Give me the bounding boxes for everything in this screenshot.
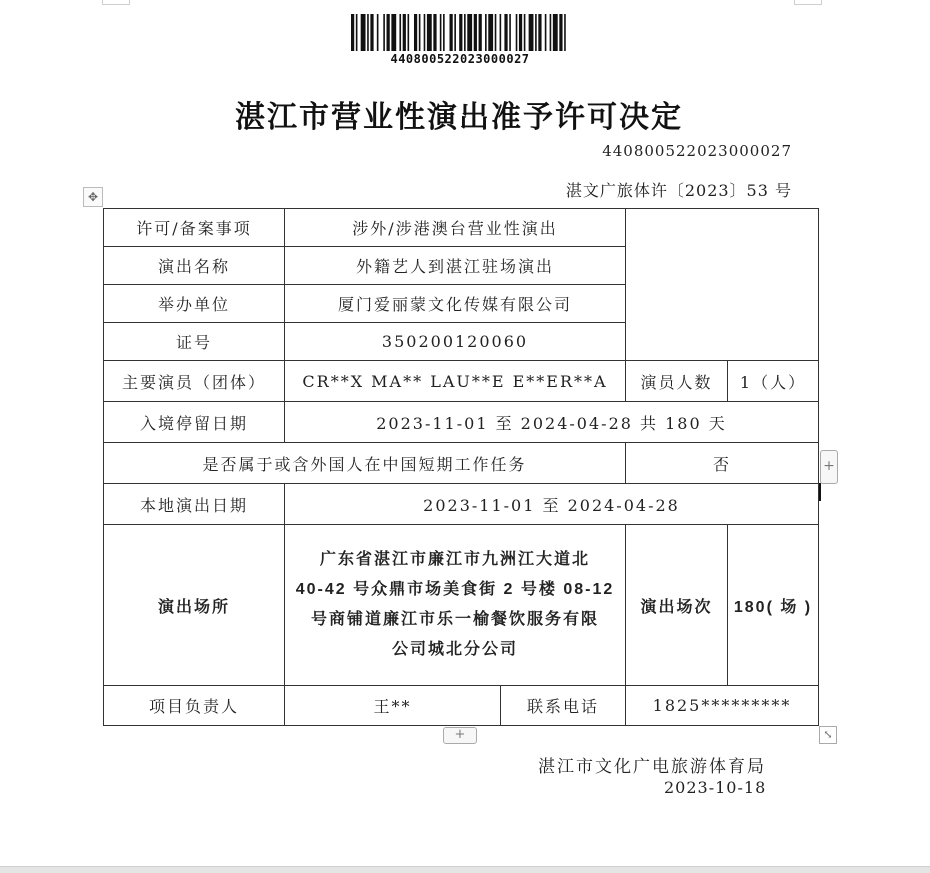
barcode — [351, 14, 569, 51]
barcode-bar — [408, 14, 410, 51]
document-reference: 湛文广旅体许〔2023〕53 号 — [565, 181, 792, 200]
barcode-bar — [443, 14, 445, 51]
barcode-bar — [529, 14, 534, 51]
barcode-bar — [488, 14, 493, 51]
local-date-label: 本地演出日期 — [104, 484, 285, 525]
table-row — [104, 484, 819, 525]
barcode-bar — [367, 14, 369, 51]
manager-value[interactable]: 王** — [285, 686, 501, 726]
barcode-bar — [414, 14, 417, 51]
shortterm-value[interactable]: 否 — [626, 443, 819, 484]
venue-line: 40-42 号众鼎市场美食街 2 号楼 08-12 — [295, 581, 615, 598]
issue-date: 2023-10-18 — [664, 778, 767, 797]
table-row — [104, 361, 819, 402]
license-label: 证号 — [104, 323, 285, 361]
table-row — [104, 443, 819, 484]
barcode-bar — [403, 14, 406, 51]
item-label: 许可/备案事项 — [104, 209, 285, 247]
table-row — [104, 209, 819, 247]
barcode-bar — [504, 14, 507, 51]
count-value[interactable]: 1（人） — [728, 361, 819, 402]
barcode-bar — [450, 14, 453, 51]
venue-value[interactable] — [285, 525, 626, 686]
barcode-bar — [538, 14, 541, 51]
table-row — [104, 525, 819, 686]
table-move-icon[interactable]: ✥ — [83, 187, 103, 207]
barcode-bar — [535, 14, 537, 51]
barcode-bar — [361, 14, 366, 51]
table-row — [104, 402, 819, 443]
shortterm-label: 是否属于或含外国人在中国短期工作任务 — [104, 443, 626, 484]
permit-table — [103, 208, 819, 726]
barcode-bar — [564, 14, 566, 51]
venue-line: 号商铺道廉江市乐一榆餐饮服务有限 — [310, 611, 599, 628]
table-resize-icon[interactable]: ⤡ — [819, 726, 837, 744]
barcode-bar — [516, 14, 518, 51]
barcode-bar — [433, 14, 436, 51]
barcode-bar — [550, 14, 552, 51]
page-corner-mark-left — [102, 0, 130, 5]
barcode-bar — [509, 14, 511, 51]
barcode-bar — [377, 14, 379, 51]
issuing-authority: 湛江市文化广电旅游体育局 — [538, 757, 766, 777]
barcode-bar — [387, 14, 390, 51]
table-row — [104, 686, 819, 726]
barcode-bar — [383, 14, 385, 51]
barcode-bar — [399, 14, 401, 51]
organizer-label: 举办单位 — [104, 285, 285, 323]
barcode-bar — [419, 14, 421, 51]
phone-label: 联系电话 — [501, 686, 626, 726]
stay-label: 入境停留日期 — [104, 402, 285, 443]
barcode-bar — [524, 14, 526, 51]
organizer-value[interactable]: 厦门爱丽蒙文化传媒有限公司 — [285, 285, 626, 323]
venue-line: 公司城北分公司 — [391, 641, 518, 658]
item-value[interactable]: 涉外/涉港澳台营业性演出 — [285, 209, 626, 247]
sessions-value[interactable]: 180( 场 ) — [728, 525, 819, 686]
barcode-bar — [440, 14, 442, 51]
barcode-bar — [553, 14, 558, 51]
performers-label: 主要演员（团体） — [104, 361, 285, 402]
name-value[interactable]: 外籍艺人到湛江驻场演出 — [285, 247, 626, 285]
phone-value[interactable]: 1825********* — [626, 686, 819, 726]
blank-cell[interactable] — [626, 209, 819, 361]
document-code: 440800522023000027 — [602, 142, 792, 160]
stay-value[interactable]: 2023-11-01 至 2024-04-28 共 180 天 — [285, 402, 819, 443]
local-date-value[interactable]: 2023-11-01 至 2024-04-28 — [285, 484, 819, 525]
barcode-number: 440800522023000027 — [390, 52, 530, 66]
document-title: 湛江市营业性演出准予许可决定 — [235, 100, 683, 135]
barcode-bar — [464, 14, 466, 51]
barcode-bar — [545, 14, 547, 51]
barcode-bar — [559, 14, 562, 51]
performers-value[interactable]: CR**X MA** LAU**E E**ER**A — [285, 361, 626, 402]
barcode-bar — [519, 14, 522, 51]
name-label: 演出名称 — [104, 247, 285, 285]
barcode-bar — [370, 14, 373, 51]
venue-line: 广东省湛江市廉江市九洲江大道北 — [319, 551, 590, 568]
barcode-bar — [479, 14, 482, 51]
barcode-bar — [424, 14, 426, 51]
barcode-bar — [351, 14, 354, 51]
barcode-bar — [459, 14, 462, 51]
barcode-bar — [500, 14, 502, 51]
barcode-bar — [485, 14, 487, 51]
venue-label: 演出场所 — [104, 525, 285, 686]
barcode-bar — [467, 14, 472, 51]
text-cursor — [819, 483, 821, 501]
sessions-label: 演出场次 — [626, 525, 728, 686]
barcode-bar — [495, 14, 497, 51]
manager-label: 项目负责人 — [104, 686, 285, 726]
barcode-bar — [356, 14, 358, 51]
barcode-bar — [454, 14, 456, 51]
add-row-icon[interactable]: + — [820, 450, 838, 484]
barcode-bar — [391, 14, 396, 51]
barcode-bar — [427, 14, 432, 51]
add-column-icon[interactable]: + — [443, 727, 477, 744]
barcode-bar — [474, 14, 477, 51]
page-corner-mark-right — [794, 0, 822, 5]
license-value[interactable]: 350200120060 — [285, 323, 626, 361]
count-label: 演员人数 — [626, 361, 728, 402]
